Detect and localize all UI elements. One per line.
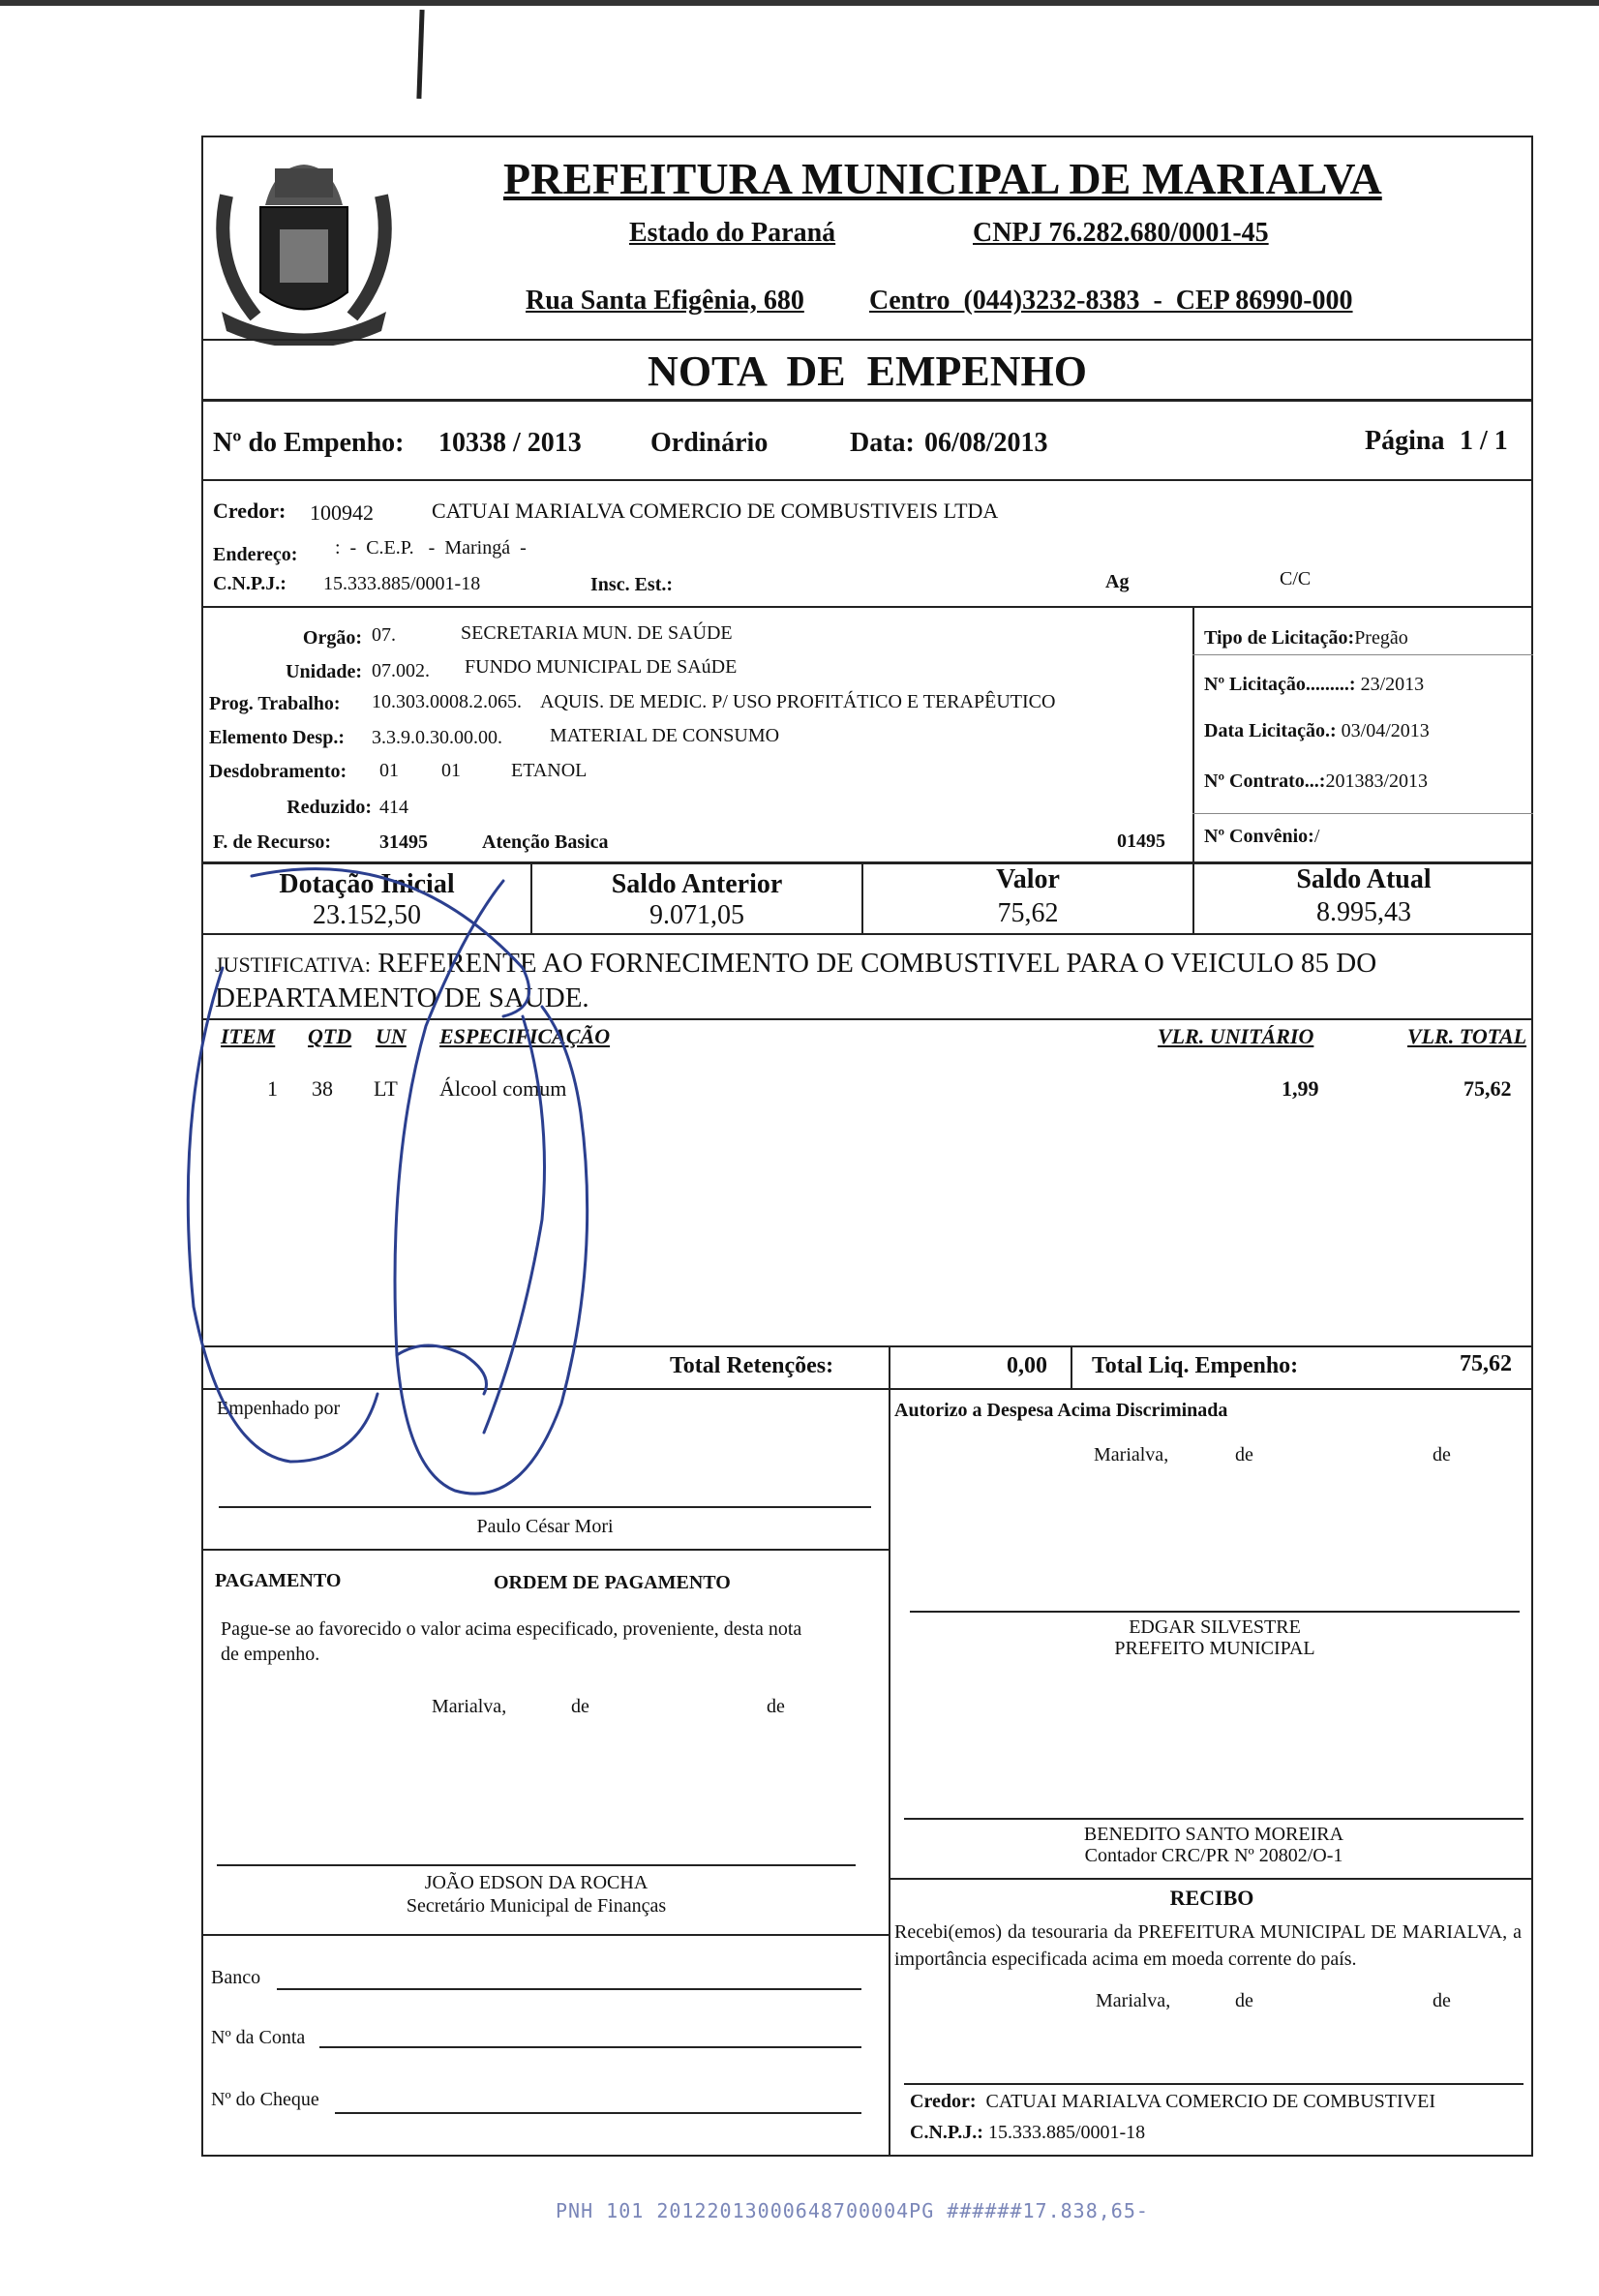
desdobramento-label: Desdobramento: [209,761,347,782]
empenho-type: Ordinário [650,428,769,458]
banco-label: Banco [211,1967,261,1988]
reduzido-label: Reduzido: [287,797,372,818]
unidade-name: FUNDO MUNICIPAL DE SAúDE [465,656,738,678]
footer-stamp: PNH 101 20122013000648700004PG ######17.838,65- [556,2199,1149,2222]
justificativa-line2: DEPARTAMENTO DE SAUDE. [215,982,589,1013]
elemento-label: Elemento Desp.: [209,727,345,748]
contador-title: Contador CRC/PR Nº 20802/O-1 [1084,1845,1343,1866]
autorizo-label: Autorizo a Despesa Acima Discriminada [894,1400,1228,1421]
ordem-pagamento-label: ORDEM DE PAGAMENTO [494,1572,731,1593]
elemento-code: 3.3.9.0.30.00.00. [372,727,502,748]
empenhado-name: Paulo César Mori [476,1516,614,1537]
contador-signature-line [904,1818,1524,1820]
cnpj-credor-label: C.N.P.J.: [213,573,287,594]
num-licitacao-value: 23/2013 [1360,674,1425,695]
pagamento-de1: de [571,1696,589,1717]
data-licitacao [1204,720,1430,742]
autorizo-de1: de [1235,1444,1253,1465]
autorizo-city: Marialva, [1094,1444,1169,1465]
fonte-name: Atenção Basica [482,831,609,853]
recibo-credor-value: CATUAI MARIALVA COMERCIO DE COMBUSTIVEI [985,2091,1435,2112]
recibo-credor [910,2091,1435,2113]
row-vlr-unitario: 1,99 [1282,1076,1319,1101]
col-vlr-unitario: VLR. UNITÁRIO [1158,1024,1314,1048]
prefeito-name: EDGAR SILVESTRE [1129,1616,1301,1638]
banco-field[interactable] [277,1988,861,1990]
col-item: ITEM [221,1024,276,1048]
pagamento-de2: de [767,1696,785,1717]
fonte-label: F. de Recurso: [213,831,332,853]
col-qtd: QTD [308,1024,352,1048]
total-liq-label: Total Liq. Empenho: [1092,1353,1299,1378]
row-qtd: 38 [312,1076,333,1101]
convenio-key: Nº Convênio: [1204,826,1314,847]
recibo-signature-line [904,2083,1524,2085]
tipo-licitacao-value: Pregão [1354,627,1408,649]
total-retencoes-label: Total Retenções: [670,1353,834,1378]
tipo-licitacao-label [1204,627,1408,650]
desdobramento-b: 01 [441,760,461,781]
unidade-code: 07.002. [372,660,430,681]
saldo-atual-value: 8.995,43 [1316,897,1411,927]
reduzido-value: 414 [379,797,408,818]
prog-name: AQUIS. DE MEDIC. P/ USO PROFITÁTICO E TERAPÊUTICO [540,691,1056,712]
num-licitacao [1204,674,1424,696]
row-especificacao: Álcool comum [439,1076,567,1101]
total-retencoes-value: 0,00 [1007,1353,1047,1378]
page-title: PREFEITURA MUNICIPAL DE MARIALVA [503,154,1382,203]
justificativa-line1: REFERENTE AO FORNECIMENTO DE COMBUSTIVEL PARA O VEICULO 85 DO [377,948,1377,979]
cnpj-label: CNPJ 76.282.680/0001-45 [973,218,1269,248]
secretario-name: JOÃO EDSON DA ROCHA [424,1872,649,1893]
dotacao-inicial-value: 23.152,50 [313,900,421,930]
recibo-text: Recebi(emos) da tesouraria da PREFEITURA MUNICIPAL DE MARIALVA, a importância especificada acima em moeda corrente do país. [894,1921,1522,1970]
orgao-name: SECRETARIA MUN. DE SAÚDE [461,622,733,644]
scan-top-edge [0,0,1599,6]
empenhado-por-label: Empenhado por [217,1398,341,1419]
page-number: 1 / 1 [1460,426,1508,456]
cc-label: C/C [1280,568,1312,589]
recibo-cnpj [910,2122,1145,2144]
desdobramento-name: ETANOL [511,760,588,781]
prog-label: Prog. Trabalho: [209,693,341,714]
recibo-de2: de [1433,1990,1451,2011]
data-licitacao-value: 03/04/2013 [1341,720,1430,741]
document-title: NOTA DE EMPENHO [648,347,1087,395]
elemento-name: MATERIAL DE CONSUMO [550,725,780,746]
orgao-code: 07. [372,624,396,646]
empenho-number: 10338 / 2013 [438,428,582,458]
col-vlr-total: VLR. TOTAL [1407,1024,1527,1048]
address-label: Centro (044)3232-8383 - CEP 86990-000 [869,286,1353,316]
unidade-label: Unidade: [286,661,362,682]
col-especificacao: ESPECIFICAÇÃO [439,1024,611,1048]
scan-mark [416,10,424,99]
total-liq-value: 75,62 [1460,1351,1512,1376]
state-label: Estado do Paraná [629,218,836,248]
cheque-field[interactable] [335,2112,861,2114]
contrato-value: 201383/2013 [1325,770,1429,792]
insc-label: Insc. Est.: [590,574,674,595]
coat-of-arms-icon [207,147,401,346]
convenio [1204,826,1319,848]
conta-field[interactable] [319,2046,861,2048]
valor-label: Valor [996,864,1060,894]
autorizo-de2: de [1433,1444,1451,1465]
empenho-label: Nº do Empenho: [213,428,405,458]
recibo-cnpj-value: 15.333.885/0001-18 [987,2122,1146,2143]
col-un: UN [376,1024,407,1048]
secretario-signature-line [217,1864,856,1866]
credor-code: 100942 [310,500,374,525]
credor-label: Credor: [213,498,287,523]
contrato [1204,770,1428,793]
prefeito-title: PREFEITO MUNICIPAL [1114,1638,1315,1659]
date-label: Data: [850,428,915,458]
pagamento-text: Pague-se ao favorecido o valor acima especificado, proveniente, desta nota de empenho. [221,1618,802,1665]
saldo-anterior-value: 9.071,05 [649,900,744,930]
empenho-date: 06/08/2013 [924,428,1048,458]
recibo-de1: de [1235,1990,1253,2011]
fonte-code: 01495 [1117,831,1165,852]
fonte-value: 31495 [379,831,428,853]
recibo-credor-label: Credor: [910,2091,977,2112]
cheque-label: Nº do Cheque [211,2089,319,2110]
ag-label: Ag [1105,571,1130,592]
valor-value: 75,62 [997,898,1059,928]
endereco-label: Endereço: [213,544,298,565]
dotacao-inicial-label: Dotação Inicial [279,869,455,899]
secretario-title: Secretário Municipal de Finanças [406,1895,667,1917]
conta-label: Nº da Conta [211,2027,306,2048]
saldo-atual-label: Saldo Atual [1296,864,1432,894]
contrato-key: Nº Contrato...: [1204,770,1326,792]
page-label: Página [1365,426,1445,456]
tipo-licitacao-key: Tipo de Licitação: [1204,627,1355,649]
prog-code: 10.303.0008.2.065. [372,691,522,712]
pagamento-city: Marialva, [432,1696,507,1717]
contador-name: BENEDITO SANTO MOREIRA [1083,1824,1344,1845]
credor-name: CATUAI MARIALVA COMERCIO DE COMBUSTIVEIS LTDA [432,498,999,523]
recibo-label: RECIBO [1169,1886,1254,1910]
pagamento-label: PAGAMENTO [215,1570,342,1591]
row-un: LT [374,1076,398,1101]
street-label: Rua Santa Efigênia, 680 [526,286,804,316]
recibo-city: Marialva, [1096,1990,1171,2011]
endereco-value: : - C.E.P. - Maringá - [335,537,527,559]
empenhado-signature-line [219,1506,871,1508]
justificativa-label: JUSTIFICATIVA: [215,952,371,977]
data-licitacao-key: Data Licitação.: [1204,720,1337,741]
orgao-label: Orgão: [302,627,362,649]
desdobramento-a: 01 [379,760,399,781]
saldo-anterior-label: Saldo Anterior [611,869,783,899]
prefeito-signature-line [910,1611,1520,1613]
justificativa-block [215,947,1522,1014]
num-licitacao-key: Nº Licitação.........: [1204,674,1356,695]
cnpj-credor-value: 15.333.885/0001-18 [323,573,481,594]
row-item: 1 [267,1076,278,1101]
row-vlr-total: 75,62 [1463,1076,1512,1101]
recibo-cnpj-label: C.N.P.J.: [910,2122,983,2143]
convenio-value: / [1313,826,1320,847]
